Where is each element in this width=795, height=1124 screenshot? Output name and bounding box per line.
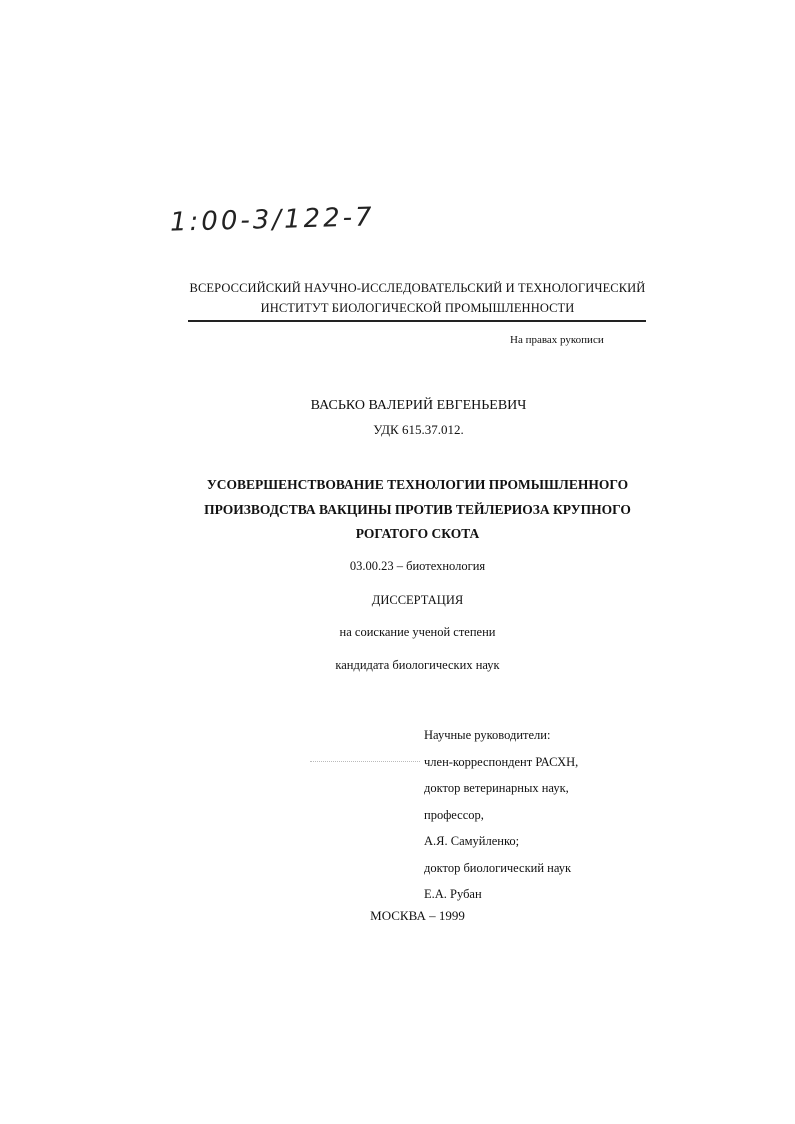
header-divider	[188, 320, 646, 322]
dissertation-title-line-3: РОГАТОГО СКОТА	[355, 526, 480, 541]
dissertation-title-line-1: УСОВЕРШЕНСТВОВАНИЕ ТЕХНОЛОГИИ ПРОМЫШЛЕННОГО	[206, 477, 629, 492]
supervisor-line: доктор ветеринарных наук,	[424, 781, 569, 795]
supervisors-heading: Научные руководители:	[424, 728, 551, 742]
dissertation-title-line-2: ПРОИЗВОДСТВА ВАКЦИНЫ ПРОТИВ ТЕЙЛЕРИОЗА КРУПНОГО	[204, 502, 631, 517]
specialty-code: 03.00.23 – биотехнология	[349, 559, 486, 573]
supervisor-line: Е.А. Рубан	[424, 887, 482, 901]
scan-artifact	[310, 761, 420, 763]
udk-code: УДК 615.37.012.	[373, 422, 464, 437]
institute-name-line-2: ИНСТИТУТ БИОЛОГИЧЕСКОЙ ПРОМЫШЛЕННОСТИ	[260, 301, 575, 315]
document-type: ДИССЕРТАЦИЯ	[371, 593, 464, 607]
city-year: МОСКВА – 1999	[370, 908, 465, 923]
supervisor-line: профессор,	[424, 807, 484, 822]
supervisor-line: член-корреспондент РАСХН,	[424, 754, 579, 769]
degree-line-1: на соискание ученой степени	[339, 625, 496, 639]
supervisor-line: доктор биологический наук	[424, 860, 572, 875]
institute-name-line-1: ВСЕРОССИЙСКИЙ НАУЧНО-ИССЛЕДОВАТЕЛЬСКИЙ И ТЕХНОЛОГИЧЕСКИЙ	[189, 281, 646, 295]
supervisor-line: А.Я. Самуйленко;	[424, 834, 520, 848]
supervisors-block	[424, 722, 578, 908]
degree-line-2: кандидата биологических наук	[335, 658, 500, 672]
author-name: ВАСЬКО ВАЛЕРИЙ ЕВГЕНЬЕВИЧ	[310, 398, 527, 413]
handwritten-catalog-code: 1:00-3/122-7	[169, 202, 375, 238]
manuscript-rights-note: На правах рукописи	[510, 334, 604, 346]
